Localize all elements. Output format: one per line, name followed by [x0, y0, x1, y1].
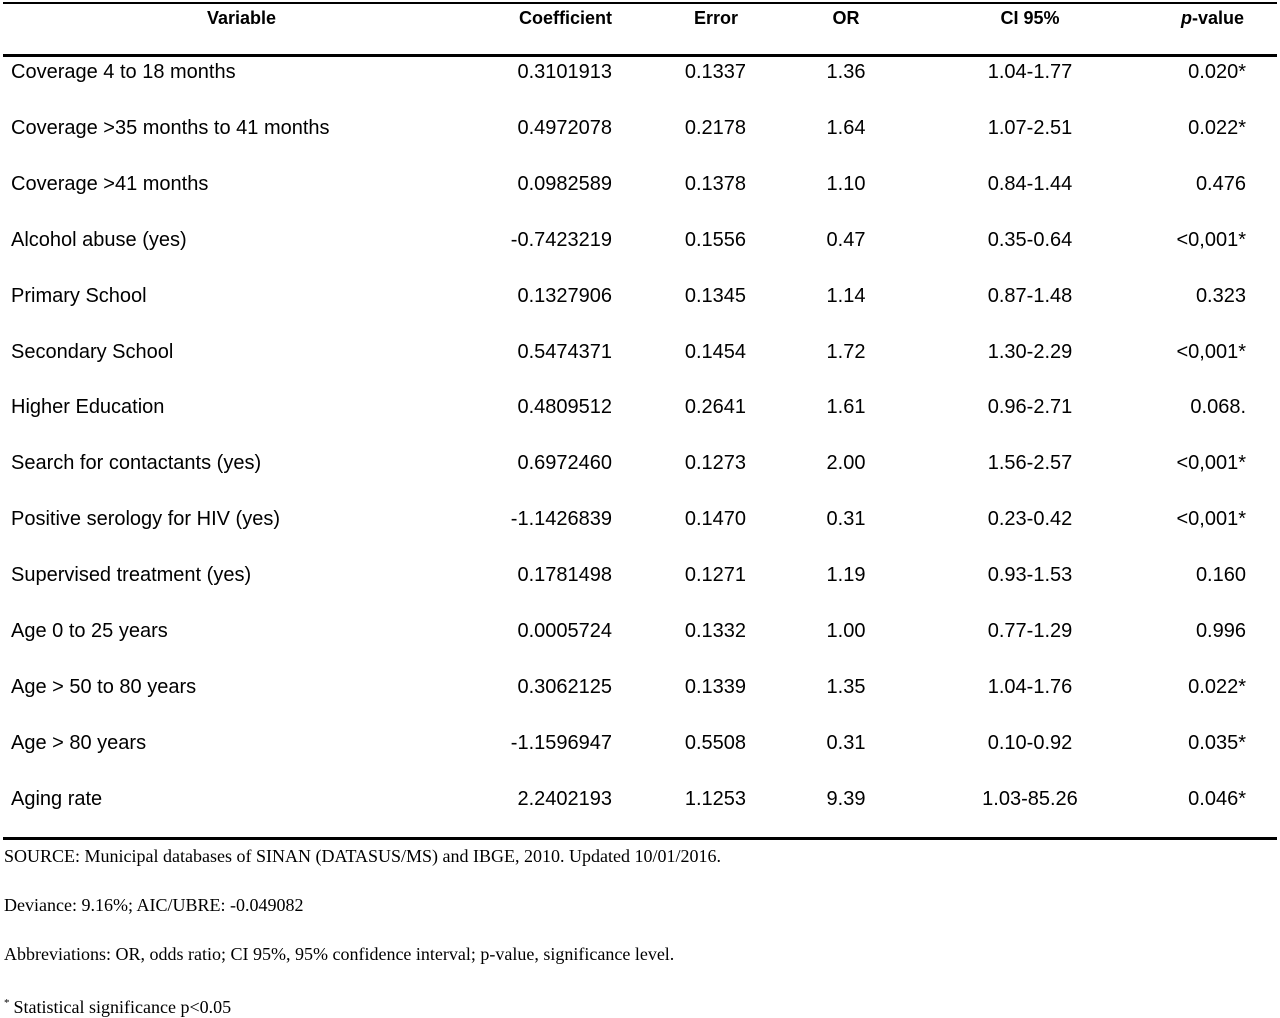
cell-error: 0.1378 [684, 172, 746, 195]
cell-pvalue: 0.022* [1188, 675, 1246, 698]
significance-marker: * [4, 997, 10, 1009]
cell-coefficient: 0.1327906 [517, 284, 612, 307]
cell-ci: 1.04-1.76 [987, 675, 1073, 698]
cell-pvalue: 0.022* [1188, 116, 1246, 139]
cell-or: 9.39 [826, 787, 866, 810]
cell-ci: 0.35-0.64 [987, 228, 1073, 251]
cell-ci: 0.87-1.48 [987, 284, 1073, 307]
cell-pvalue: <0,001* [1176, 508, 1246, 531]
cell-or: 1.36 [826, 61, 866, 83]
cell-ci: 0.23-0.42 [987, 508, 1073, 531]
cell-ci: 1.03-85.26 [982, 787, 1078, 810]
cell-ci: 0.93-1.53 [987, 564, 1073, 587]
cell-variable: Coverage 4 to 18 months [11, 61, 236, 83]
cell-or: 2.00 [826, 452, 866, 475]
cell-ci: 1.07-2.51 [987, 116, 1073, 139]
cell-error: 0.1345 [684, 284, 746, 307]
cell-or: 0.47 [826, 228, 866, 251]
significance-text: Statistical significance p<0.05 [13, 997, 232, 1017]
cell-variable: Aging rate [11, 787, 103, 810]
cell-pvalue: 0.068. [1190, 396, 1246, 419]
header-coefficient: Coefficient [518, 8, 612, 28]
cell-error: 0.1337 [684, 61, 746, 83]
cell-pvalue: 0.020* [1188, 61, 1246, 83]
cell-variable: Positive serology for HIV (yes) [11, 508, 280, 531]
cell-or: 0.31 [826, 731, 866, 754]
cell-coefficient: -1.1426839 [510, 508, 612, 531]
cell-ci: 1.04-1.77 [987, 61, 1073, 83]
cell-variable: Primary School [11, 284, 147, 307]
cell-coefficient: 0.0005724 [517, 620, 612, 642]
header-error: Error [693, 8, 738, 28]
cell-or: 1.35 [826, 675, 866, 698]
cell-ci: 1.30-2.29 [987, 340, 1073, 363]
cell-pvalue: <0,001* [1176, 452, 1246, 475]
cell-or: 1.10 [826, 172, 866, 195]
cell-coefficient: 0.6972460 [517, 452, 612, 475]
cell-error: 0.1339 [684, 675, 746, 698]
cell-error: 0.1273 [684, 452, 746, 475]
cell-or: 1.64 [826, 116, 866, 139]
cell-error: 1.1253 [684, 787, 746, 810]
cell-coefficient: 0.3101913 [517, 61, 612, 83]
cell-or: 1.19 [826, 564, 866, 587]
header-ci: CI 95% [1000, 8, 1060, 28]
cell-variable: Secondary School [11, 340, 174, 363]
cell-ci: 1.56-2.57 [987, 452, 1073, 475]
cell-coefficient: -1.1596947 [510, 731, 612, 754]
cell-ci: 0.77-1.29 [987, 620, 1073, 642]
cell-pvalue: 0.996 [1195, 620, 1246, 642]
cell-or: 0.31 [826, 508, 866, 531]
header-pvalue-italic: p [1180, 8, 1192, 28]
cell-error: 0.1470 [684, 508, 746, 531]
cell-variable: Coverage >35 months to 41 months [11, 116, 330, 139]
cell-error: 0.1454 [684, 340, 746, 363]
cell-coefficient: 0.4809512 [517, 396, 612, 419]
cell-or: 1.00 [826, 620, 866, 642]
cell-variable: Alcohol abuse (yes) [11, 228, 187, 251]
deviance-note: Deviance: 9.16%; AIC/UBRE: -0.049082 [4, 895, 304, 915]
cell-variable: Supervised treatment (yes) [11, 564, 252, 587]
cell-variable: Age > 80 years [11, 731, 147, 754]
cell-pvalue: 0.046* [1188, 787, 1246, 810]
cell-pvalue: <0,001* [1176, 340, 1246, 363]
cell-coefficient: 0.4972078 [517, 116, 612, 139]
table-bottom-rule [3, 837, 1277, 840]
cell-coefficient: -0.7423219 [510, 228, 612, 251]
significance-note [4, 992, 231, 1018]
cell-error: 0.5508 [684, 731, 746, 754]
cell-pvalue: 0.476 [1195, 172, 1246, 195]
cell-pvalue: 0.035* [1188, 731, 1246, 754]
cell-pvalue: 0.323 [1195, 284, 1246, 307]
cell-or: 1.61 [826, 396, 866, 419]
cell-ci: 0.96-2.71 [987, 396, 1073, 419]
cell-variable: Coverage >41 months [11, 172, 209, 195]
table-header-rule [3, 54, 1277, 57]
cell-error: 0.1332 [684, 620, 746, 642]
header-pvalue-rest: -value [1191, 8, 1244, 28]
cell-variable: Higher Education [11, 396, 165, 419]
cell-or: 1.72 [826, 340, 866, 363]
cell-variable: Search for contactants (yes) [11, 452, 262, 475]
header-variable: Variable [207, 8, 277, 28]
table-top-rule [3, 2, 1277, 4]
cell-coefficient: 0.1781498 [517, 564, 612, 587]
cell-error: 0.2178 [684, 116, 746, 139]
cell-error: 0.1556 [684, 228, 746, 251]
cell-error: 0.2641 [684, 396, 746, 419]
cell-coefficient: 0.5474371 [517, 340, 612, 363]
cell-coefficient: 0.0982589 [517, 172, 612, 195]
cell-variable: Age > 50 to 80 years [11, 675, 197, 698]
abbreviations-note: Abbreviations: OR, odds ratio; CI 95%, 95% confidence interval; p-value, significance level. [4, 944, 675, 964]
cell-variable: Age 0 to 25 years [11, 620, 168, 642]
cell-pvalue: 0.160 [1195, 564, 1246, 587]
header-pvalue [1140, 7, 1244, 29]
header-or: OR [832, 8, 860, 28]
cell-ci: 0.84-1.44 [987, 172, 1073, 195]
cell-coefficient: 0.3062125 [517, 675, 612, 698]
cell-ci: 0.10-0.92 [987, 731, 1073, 754]
cell-error: 0.1271 [684, 564, 746, 587]
cell-or: 1.14 [826, 284, 866, 307]
cell-coefficient: 2.2402193 [517, 787, 612, 810]
cell-pvalue: <0,001* [1176, 228, 1246, 251]
source-note: SOURCE: Municipal databases of SINAN (DATASUS/MS) and IBGE, 2010. Updated 10/01/2016. [4, 846, 722, 866]
